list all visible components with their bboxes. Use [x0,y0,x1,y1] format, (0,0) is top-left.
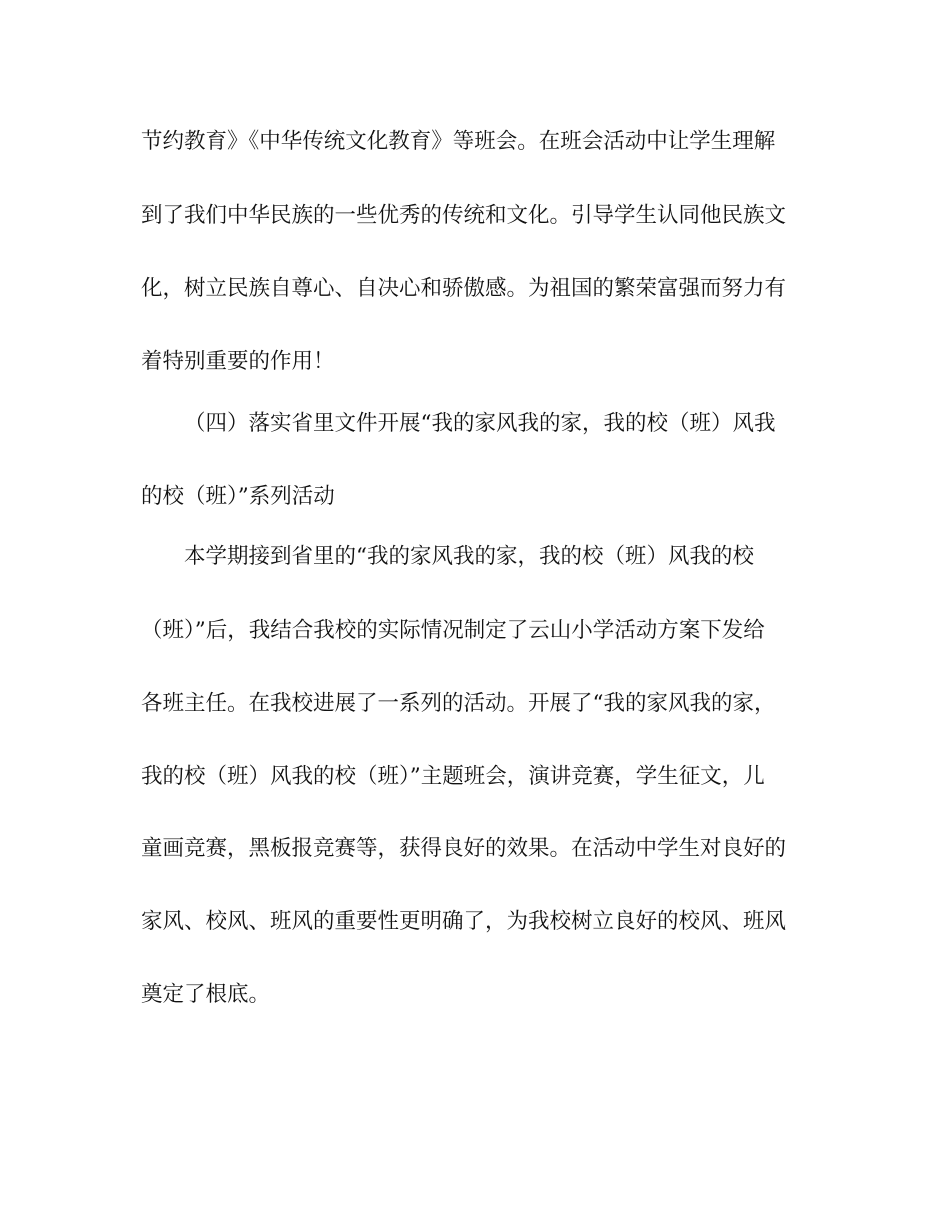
section-heading-line: （四）落实省里文件开展“我的家风我的家，我的校（班）风我 [184,411,776,436]
section-heading-line: 的校（班）”系列活动 [141,484,335,509]
text-line: 童画竞赛，黑板报竞赛等，获得良好的效果。在活动中学生对良好的 [141,836,787,861]
text-line: 我的校（班）风我的校（班）”主题班会，演讲竞赛，学生征文，儿 [141,764,765,789]
text-line: 家风、校风、班风的重要性更明确了，为我校树立良好的校风、班风 [141,909,787,934]
text-line: 奠定了根底。 [141,982,271,1007]
text-line: 节约教育》《中华传统文化教育》等班会。在班会活动中让学生理解 [141,129,776,154]
text-line: 本学期接到省里的“我的家风我的家，我的校（班）风我的校 [184,544,754,569]
text-line: 到了我们中华民族的一些优秀的传统和文化。引导学生认同他民族文 [141,203,787,228]
text-line: 化，树立民族自尊心、自决心和骄傲感。为祖国的繁荣富强而努力有 [141,276,787,301]
text-line: （班）”后，我结合我校的实际情况制定了云山小学活动方案下发给 [141,618,765,643]
text-line: 着特别重要的作用！ [141,349,335,374]
text-line: 各班主任。在我校进展了一系列的活动。开展了“我的家风我的家， [141,691,776,716]
